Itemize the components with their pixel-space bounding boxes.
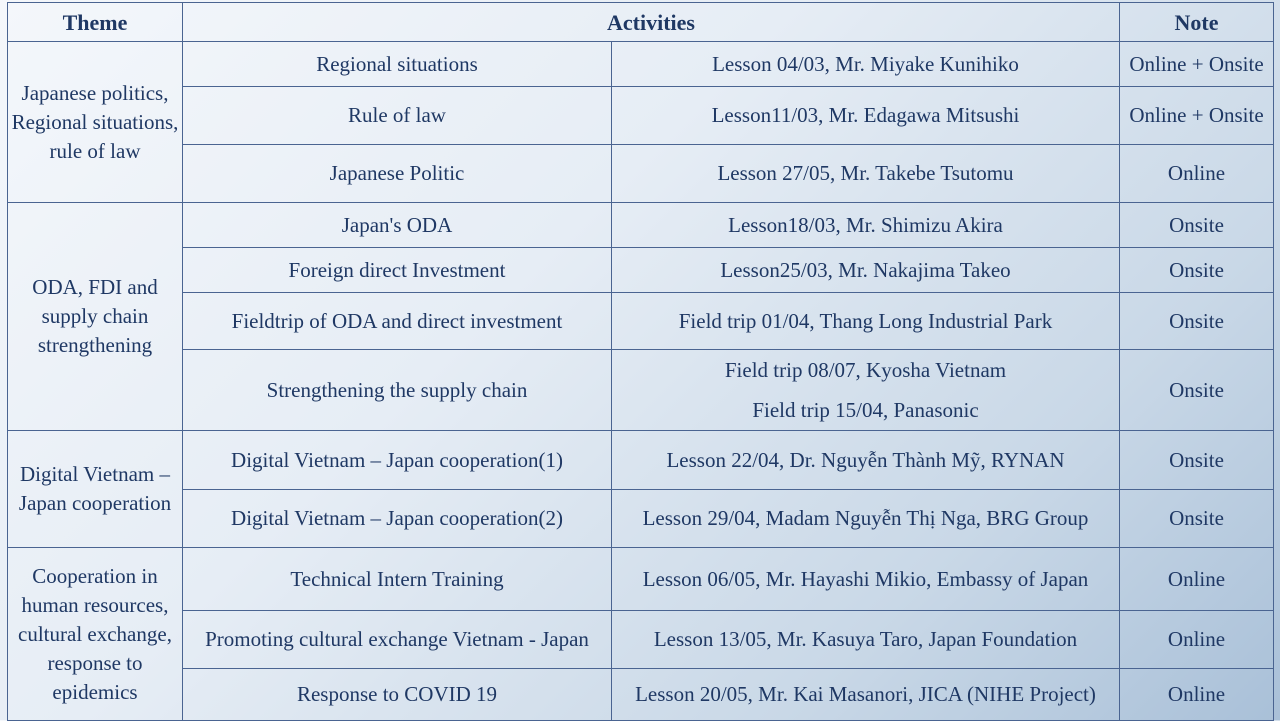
activity-cell: Strengthening the supply chain — [183, 350, 612, 431]
note-cell: Online + Onsite — [1120, 42, 1274, 87]
table-row — [8, 431, 1274, 490]
table-row — [8, 548, 1274, 611]
note-cell: Onsite — [1120, 431, 1274, 490]
activity-cell: Japanese Politic — [183, 145, 612, 203]
table-row — [8, 490, 1274, 548]
lesson-cell: Lesson 22/04, Dr. Nguyễn Thành Mỹ, RYNAN — [612, 431, 1120, 490]
note-cell: Onsite — [1120, 350, 1274, 431]
activity-cell: Technical Intern Training — [183, 548, 612, 611]
note-cell: Online — [1120, 548, 1274, 611]
table-row — [8, 293, 1274, 350]
lesson-cell: Lesson25/03, Mr. Nakajima Takeo — [612, 248, 1120, 293]
header-activities: Activities — [183, 3, 1120, 42]
note-cell: Onsite — [1120, 248, 1274, 293]
note-cell: Onsite — [1120, 490, 1274, 548]
activity-cell: Digital Vietnam – Japan cooperation(2) — [183, 490, 612, 548]
header-row — [8, 3, 1274, 42]
note-cell: Online — [1120, 145, 1274, 203]
theme-cell: Japanese politics, Regional situations, rule of law — [8, 42, 183, 203]
table-row — [8, 248, 1274, 293]
activity-cell: Promoting cultural exchange Vietnam - Japan — [183, 611, 612, 669]
lesson-cell: Lesson 27/05, Mr. Takebe Tsutomu — [612, 145, 1120, 203]
activity-cell: Response to COVID 19 — [183, 669, 612, 721]
lesson-cell: Lesson11/03, Mr. Edagawa Mitsushi — [612, 87, 1120, 145]
schedule-table — [7, 2, 1274, 721]
activity-cell: Digital Vietnam – Japan cooperation(1) — [183, 431, 612, 490]
lesson-cell: Lesson 04/03, Mr. Miyake Kunihiko — [612, 42, 1120, 87]
table-row — [8, 669, 1274, 721]
lesson-cell: Lesson 06/05, Mr. Hayashi Mikio, Embassy of Japan — [612, 548, 1120, 611]
table-row — [8, 203, 1274, 248]
lesson-cell: Lesson 13/05, Mr. Kasuya Taro, Japan Foundation — [612, 611, 1120, 669]
note-cell: Online — [1120, 611, 1274, 669]
header-note: Note — [1120, 3, 1274, 42]
lesson-cell: Lesson18/03, Mr. Shimizu Akira — [612, 203, 1120, 248]
activity-cell: Regional situations — [183, 42, 612, 87]
activity-cell: Japan's ODA — [183, 203, 612, 248]
note-cell: Online + Onsite — [1120, 87, 1274, 145]
lesson-line: Field trip 08/07, Kyosha Vietnam — [724, 358, 1007, 382]
activity-cell: Foreign direct Investment — [183, 248, 612, 293]
table-row — [8, 350, 1274, 431]
lesson-cell: Field trip 01/04, Thang Long Industrial Park — [612, 293, 1120, 350]
theme-cell: Digital Vietnam – Japan cooperation — [8, 431, 183, 548]
note-cell: Onsite — [1120, 203, 1274, 248]
theme-cell: Cooperation in human resources, cultural exchange, response to epidemics — [8, 548, 183, 721]
header-theme: Theme — [8, 3, 183, 42]
table-row — [8, 42, 1274, 87]
lesson-cell: Lesson 29/04, Madam Nguyễn Thị Nga, BRG Group — [612, 490, 1120, 548]
table-row — [8, 611, 1274, 669]
lesson-cell — [612, 350, 1120, 431]
lesson-cell: Lesson 20/05, Mr. Kai Masanori, JICA (NIHE Project) — [612, 669, 1120, 721]
lesson-line: Field trip 15/04, Panasonic — [752, 398, 979, 422]
activity-cell: Fieldtrip of ODA and direct investment — [183, 293, 612, 350]
activity-cell: Rule of law — [183, 87, 612, 145]
table-row — [8, 145, 1274, 203]
theme-cell: ODA, FDI and supply chain strengthening — [8, 203, 183, 431]
table-row — [8, 87, 1274, 145]
note-cell: Onsite — [1120, 293, 1274, 350]
note-cell: Online — [1120, 669, 1274, 721]
